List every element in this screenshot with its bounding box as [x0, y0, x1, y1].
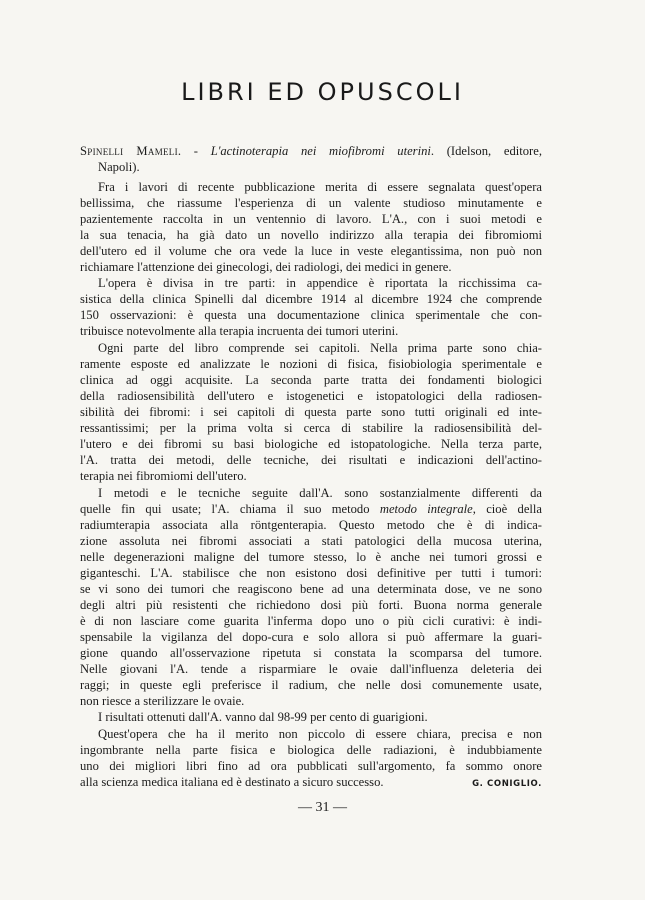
paragraph-line: spensabile la vigilanza del dopo-cura e solo allora si può affermare la guari-: [80, 630, 542, 644]
paragraph-line: clinica ad oggi acquisite. La seconda parte tratta dei fondamenti biologici: [80, 373, 542, 387]
paragraph-line: giganteschi. L'A. stabilisce che non esistono dosi definitive per tutti i tumori:: [80, 566, 542, 580]
review-1-author: Spinelli Mameli: [80, 144, 178, 158]
review-1-book-title: L'actinoterapia nei miofibromi uterini: [210, 144, 431, 158]
paragraph-line: pazientemente raccolta in un ventennio di lavoro. L'A., con i suoi metodi e: [80, 212, 542, 226]
paragraph-line: sistica della clinica Spinelli dal dicembre 1914 al dicembre 1924 che comprende: [80, 292, 542, 306]
paragraph-line: è di non lasciare come guarita l'inferma dopo uno o più cicli curativi: è indi-: [80, 614, 542, 628]
paragraph-line: radiumterapia associata alla röntgenterapia. Questo metodo che è di indica-: [80, 518, 542, 532]
paragraph-line: non riesce a sterilizzare le ovaie.: [80, 694, 245, 708]
paragraph-line: alla scienza medica italiana ed è destinato a sicuro successo. G. CONIGLIO.: [80, 774, 542, 792]
paragraph-line: dell'utero ed il volume che ora vede la luce in veste elegantissima, non può non: [80, 244, 542, 258]
paragraph-line: nelle degenerazioni maligne del tumore stesso, lo è anche nei tumori grossi e: [80, 550, 542, 564]
paragraph-line: ressantissimi; per la prima volta si cerca di stabilire la radiosensibilità del-: [80, 421, 542, 435]
review-1-heading: Spinelli Mameli. - L'actinoterapia nei miofibromi uterini. (Idelson, editore,: [80, 144, 542, 158]
paragraph-line: L'opera è divisa in tre parti: in appendice è riportata la ricchissima ca-: [98, 276, 542, 290]
paragraph-line: raggi; in queste egli preferisce il radium, che nelle dosi comunemente usate,: [80, 678, 542, 692]
paragraph-line: 150 osservazioni: è questa una documentazione clinica sperimentale che con-: [80, 308, 542, 322]
paragraph-line: della radiosensibilità dell'utero e istogenetici e istopatologici della radiosen-: [80, 389, 542, 403]
paragraph-line: ingombrante nella parte fisica e biologica delle radiazioni, è indubbiamente: [80, 743, 542, 757]
paragraph-line: tribuisce notevolmente alla terapia incruenta dei tumori uterini.: [80, 324, 399, 338]
paragraph-line: se vi sono dei tumori che reagiscono bene ad una determinata dose, ve ne sono: [80, 582, 542, 596]
paragraph-line: Quest'opera che ha il merito non piccolo di essere chiara, precisa e non: [98, 727, 542, 741]
paragraph-line: degli altri più resistenti che richiedono dosi più forti. Buona norma generale: [80, 598, 542, 612]
paragraph-line: ramente esposte ed analizzate le nozioni di fisica, fisiobiologia sperimentale e: [80, 357, 542, 371]
page-number: — 31 —: [298, 800, 347, 815]
page-title: LIBRI ED OPUSCOLI: [181, 78, 464, 106]
emphasis-metodo-integrale: metodo integrale: [379, 502, 473, 516]
paragraph-line: l'utero e dei fibromi su basi biologiche ed istopatologiche. Nella terza parte,: [80, 437, 542, 451]
paragraph-line: gione quando all'osservazione ripetuta si constata la scomparsa del tumore.: [80, 646, 542, 660]
paragraph-line: bellissima, che riassume l'esperienza di un valente studioso minutamente e: [80, 196, 542, 210]
paragraph-line: I risultati ottenuti dall'A. vanno dal 98-99 per cento di guarigioni.: [98, 710, 428, 724]
paragraph-line: Ogni parte del libro comprende sei capitoli. Nella prima parte sono chia-: [98, 341, 542, 355]
paragraph-line: sibilità dei fibromi: i sei capitoli di questa parte sono tutti originali ed inte-: [80, 405, 542, 419]
paragraph-line: Fra i lavori di recente pubblicazione merita di essere segnalata quest'opera: [98, 180, 542, 194]
review-1-signature: G. CONIGLIO.: [472, 779, 542, 789]
paragraph-line: uno dei migliori libri fino ad ora pubblicati sull'argomento, fa sommo onore: [80, 759, 542, 773]
paragraph-line: I metodi e le tecniche seguite dall'A. sono sostanzialmente differenti da: [98, 486, 542, 500]
review-1-publisher: . (Idelson, editore,: [430, 144, 542, 158]
paragraph-line: quelle fin qui usate; l'A. chiama il suo metodo metodo integrale, cioè della: [80, 502, 542, 516]
paragraph-line: Nelle giovani l'A. tende a risparmiare le ovaie dall'influenza deleteria dei: [80, 662, 542, 676]
paragraph-line: zione assoluta nei fibromi associati a stati patologici della mucosa uterina,: [80, 534, 542, 548]
paragraph-line: l'A. tratta dei metodi, delle tecniche, dei risultati e indicazioni dell'actino-: [80, 453, 542, 467]
review-1-publisher-cont: Napoli).: [98, 160, 140, 174]
paragraph-line: la sua tenacia, ha già dato un novello indirizzo alla terapia dei fibromiomi: [80, 228, 542, 242]
paragraph-line: richiamare l'attenzione dei ginecologi, dei radiologi, dei medici in genere.: [80, 260, 452, 274]
paragraph-line: terapia nei fibromiomi dell'utero.: [80, 469, 247, 483]
